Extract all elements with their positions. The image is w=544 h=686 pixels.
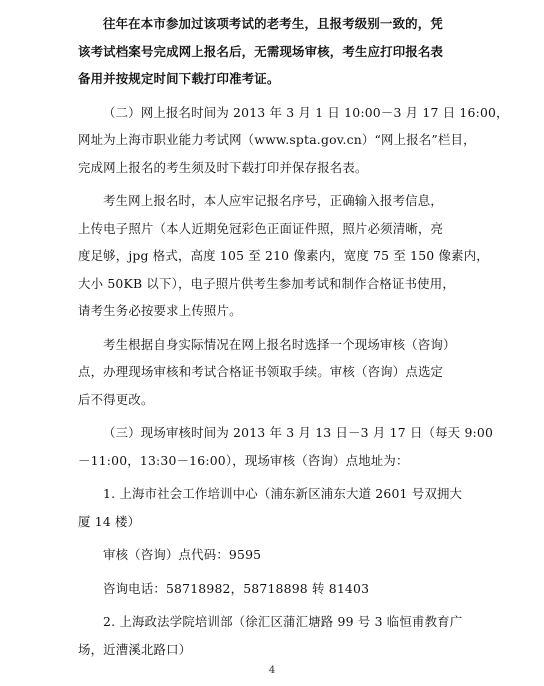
text-line: 咨询电话：58718982，58718898 转 81403	[103, 580, 370, 596]
text-line: 厦 14 楼）	[78, 513, 141, 529]
paragraph-onsite-review-time	[78, 419, 494, 474]
page-number: 4	[268, 665, 276, 676]
text-line: 后不得更改。	[78, 391, 154, 407]
text-line: 备用并按规定时间下载打印准考证。	[78, 71, 280, 86]
text-line: 上传电子照片（本人近期免冠彩色正面证件照，照片必须清晰，亮	[78, 220, 444, 236]
text-line: （三）现场审核时间为 2013 年 3 月 13 日－3 月 17 日（每天 9:00	[103, 425, 494, 440]
paragraph-photo-requirements	[78, 187, 489, 325]
paragraph-address-2	[78, 608, 478, 663]
text-line: 该考试档案号完成网上报名后，无需现场审核，考生应打印报名表	[78, 43, 444, 59]
paragraph-returning-candidates	[78, 10, 478, 93]
text-line: －11:00，13:30－16:00），现场审核（咨询）点地址为：	[78, 452, 409, 468]
text-line: 度足够，jpg 格式，高度 105 至 210 像素内，宽度 75 至 150 像素内，	[78, 248, 489, 263]
text-line: 点，办理现场审核和考试合格证书领取手续。审核（咨询）点选定	[78, 364, 444, 379]
paragraph-phone	[78, 575, 478, 603]
text-line: 考生根据自身实际情况在网上报名时选择一个现场审核（咨询）	[103, 336, 456, 352]
paragraph-address-1	[78, 480, 478, 535]
text-line: 考生网上报名时，本人应牢记报名序号，正确输入报考信息，	[103, 193, 443, 208]
document-body	[78, 10, 509, 669]
text-line: 请考生务必按要求上传照片。	[78, 303, 242, 318]
text-line: （二）网上报名时间为 2013 年 3 月 1 日 10:00－3 月 17 日 16:00，	[103, 104, 509, 120]
text-line: 网址为上海市职业能力考试网（www.spta.gov.cn）“网上报名”栏目，	[78, 132, 476, 147]
paragraph-online-registration-time	[78, 99, 509, 182]
text-line: 1. 上海市社会工作培训中心（浦东新区浦东大道 2601 号双拥大	[103, 486, 463, 501]
paragraph-review-code	[78, 541, 478, 569]
paragraph-review-point-selection	[78, 331, 478, 414]
text-line: 完成网上报名的考生须及时下载打印并保存报名表。	[78, 159, 368, 175]
text-line: 大小 50KB 以下），电子照片供考生参加考试和制作合格证书使用，	[78, 275, 455, 291]
text-line: 场，近漕溪北路口）	[78, 641, 192, 657]
text-line: 2. 上海政法学院培训部（徐汇区蒲汇塘路 99 号 3 临恒甫教育广	[103, 614, 463, 629]
text-line: 审核（咨询）点代码：9595	[103, 547, 262, 562]
text-line: 往年在本市参加过该项考试的老考生，且报考级别一致的，凭	[103, 16, 443, 31]
